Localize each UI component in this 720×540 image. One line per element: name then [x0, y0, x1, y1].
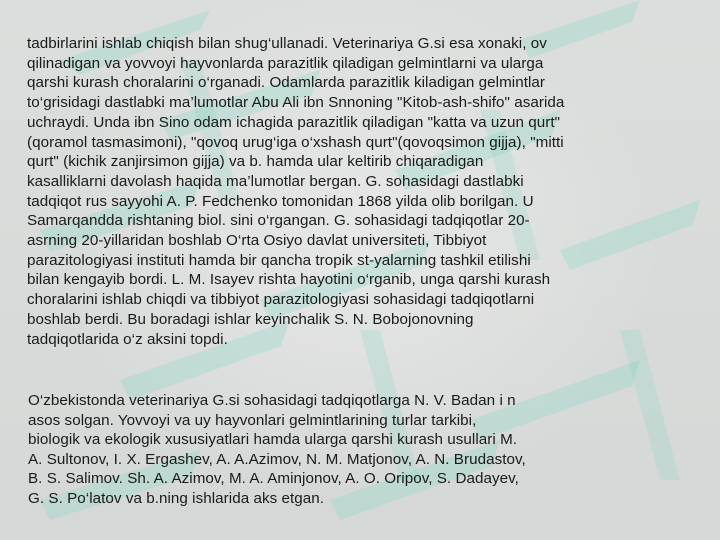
text-line: to‘grisidagi dastlabki ma’lumotlar Abu Ali ibn Snnoning "Kitob-ash-shifo" asarida: [27, 94, 565, 112]
text-line: asos solgan. Yovvoyi va uy hayvonlari gelmintlarining turlar tarkibi,: [28, 411, 477, 429]
paragraph-2: [28, 391, 526, 509]
text-line: A. Sultonov, I. X. Ergashev, A. A.Azimov, N. M. Matjonov, A. N. Brudastov,: [28, 450, 526, 468]
watermark-shape: [560, 200, 700, 270]
text-line: bilan kengayib bordi. L. M. Isayev rishta hayotini o‘rganib, unga qarshi kurash: [27, 271, 551, 289]
paragraph-1: [27, 34, 564, 349]
text-line: tadqiqotlarida o‘z aksini topdi.: [27, 330, 228, 348]
text-line: qarshi kurash choralarini o‘rganadi. Odamlarda parazitlik kiladigan gelmintlar: [27, 74, 545, 92]
text-line: B. S. Salimov. Sh. A. Azimov, M. A. Aminjonov, A. O. Oripov, S. Dadayev,: [28, 470, 519, 488]
watermark-shape: [620, 330, 680, 480]
text-line: asrning 20-yillaridan boshlab O‘rta Osiyo davlat universiteti, Tibbiyot: [27, 232, 487, 250]
text-line: (qoramol tasmasimoni), "qovoq urug‘iga o‘xshash qurt"(qovoqsimon gijja), "mitti: [27, 133, 564, 151]
text-line: O‘zbekistonda veterinariya G.si sohasidagi tadqiqotlarga N. V. Badan i n: [28, 392, 516, 409]
text-line: qurt" (kichik zanjirsimon gijja) va b. hamda ular keltirib chiqaradigan: [27, 153, 484, 171]
text-line: qilinadigan va yovvoyi hayvonlarda parazitlik qiladigan gelmintlarni va ularga: [27, 54, 544, 72]
text-line: choralarini ishlab chiqdi va tibbiyot parazitologiyasi sohasidagi tadqiqotlarni: [27, 291, 535, 309]
text-line: Samarqandda rishtaning biol. sini o‘rgangan. G. sohasidagi tadqiqotlar 20-: [27, 212, 530, 230]
text-line: parazitologiyasi instituti hamda bir qancha tropik st-yalarning tashkil etilishi: [27, 251, 531, 269]
text-line: tadbirlarini ishlab chiqish bilan shug‘ullanadi. Veterinariya G.si esa xonaki, ov: [27, 35, 547, 52]
text-line: uchraydi. Unda ibn Sino odam ichagida parazitlik qiladigan "katta va uzun qurt": [27, 113, 561, 131]
text-line: boshlab berdi. Bu boradagi ishlar keyinchalik S. N. Bobojonovning: [27, 310, 474, 328]
text-line: kasalliklarni davolash haqida ma’lumotlar bergan. G. sohasidagi dastlabki: [27, 172, 524, 190]
text-line: tadqiqot rus sayyohi A. P. Fedchenko tomonidan 1868 yilda olib borilgan. U: [27, 192, 534, 210]
text-line: G. S. Po‘latov va b.ning ishlarida aks etgan.: [28, 489, 325, 507]
text-line: biologik va ekologik xususiyatlari hamda ularga qarshi kurash usullari M.: [28, 431, 518, 449]
